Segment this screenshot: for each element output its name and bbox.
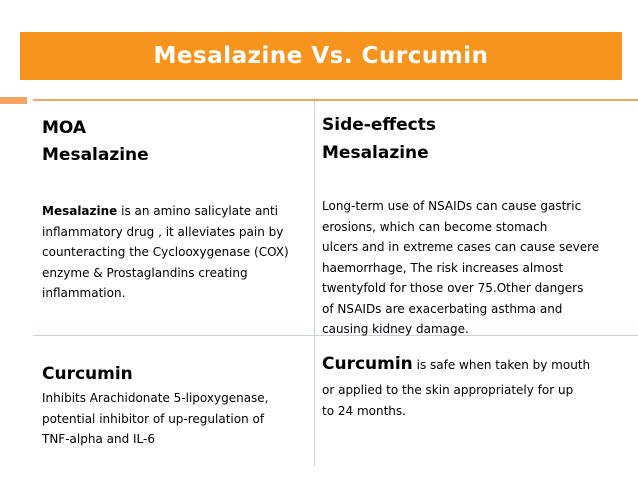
moa-line-5: inflammation. (42, 286, 126, 300)
moa-text (42, 201, 289, 304)
side-effects-line: haemorrhage, The risk increases almost (322, 260, 564, 275)
curcumin-moa-text (42, 388, 269, 450)
moa-line-2: inflammatory drug , it alleviates pain by (42, 224, 284, 239)
moa-line-1 (42, 201, 289, 222)
slide-title: Mesalazine Vs. Curcumin (153, 43, 489, 69)
side-effects-line: twentyfold for those over 75.Other dangers (322, 281, 584, 295)
moa-subheading: Mesalazine (42, 145, 149, 165)
side-effects-subheading: Mesalazine (322, 143, 429, 163)
curcumin-side-text (322, 352, 590, 421)
top-rule (33, 99, 638, 101)
curcumin-side-line-2: or applied to the skin appropriately for up (322, 383, 574, 397)
curcumin-moa-heading: Curcumin (42, 364, 133, 384)
curcumin-moa-line: potential inhibitor of up-regulation of (42, 411, 265, 426)
column-divider (314, 101, 315, 466)
moa-drug-name: Mesalazine (42, 204, 118, 218)
curcumin-moa-line: TNF-alpha and IL-6 (42, 432, 155, 446)
curcumin-side-line-1-text: is safe when taken by mouth (412, 358, 591, 372)
side-effects-text (322, 196, 599, 340)
moa-line-4: enzyme & Prostaglandins creating (42, 265, 248, 280)
curcumin-side-line-1 (322, 352, 590, 377)
moa-line-1-text: is an amino salicylate anti (117, 204, 278, 218)
side-effects-line: causing kidney damage. (322, 322, 469, 336)
side-effects-line: of NSAIDs are exacerbating asthma and (322, 301, 563, 316)
side-effects-line: erosions, which can become stomach (322, 219, 548, 234)
moa-heading: MOA (42, 118, 87, 138)
curcumin-moa-line: Inhibits Arachidonate 5-lipoxygenase, (42, 391, 269, 405)
title-bar (20, 32, 622, 80)
side-effects-line: Long-term use of NSAIDs can cause gastric (322, 199, 582, 213)
moa-line-3: counteracting the Cyclooxygenase (COX) (42, 245, 289, 259)
side-effects-heading: Side-effects (322, 115, 436, 135)
curcumin-side-heading: Curcumin (322, 354, 413, 374)
side-effects-line: ulcers and in extreme cases can cause severe (322, 240, 600, 254)
accent-stub (0, 97, 27, 104)
curcumin-side-line-3: to 24 months. (322, 403, 406, 418)
